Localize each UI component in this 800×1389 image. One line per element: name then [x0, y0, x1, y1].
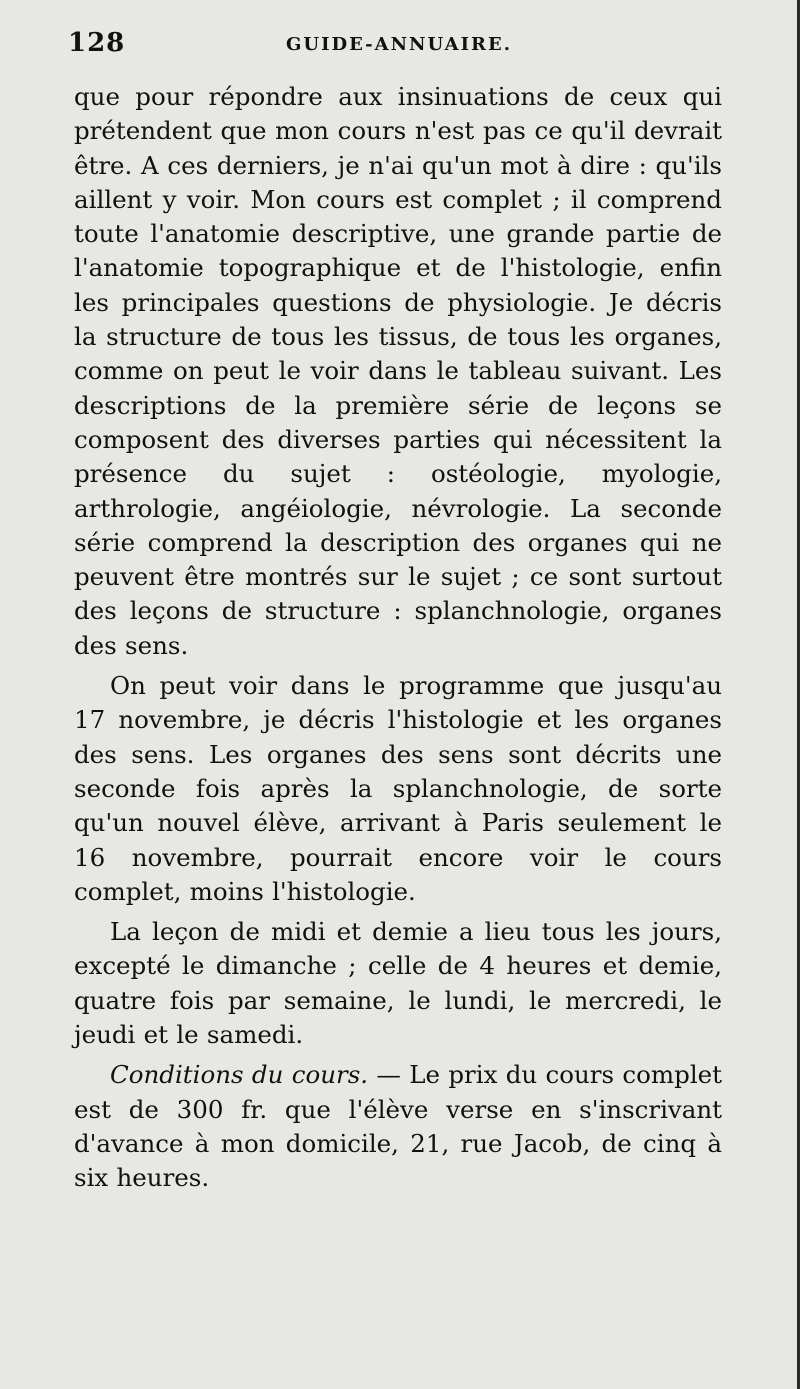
- paragraph-continuation: que pour répondre aux insinuations de ceux qui prétendent que mon cours n'est pas ce qu'il devrait être. A ces derniers, je n'ai qu'un mot à dire : qu'ils aillent y voir. Mon cours est complet ; il comprend toute l'anatomie descriptive, une grande partie de l'anatomie topographique et de l'histologie, enfin les principales questions de physiologie. Je décris la structure de tous les tissus, de tous les organes, comme on peut le voir dans le tableau suivant. Les descriptions de la première série de leçons se composent des diverses parties qui nécessitent la présence du sujet : ostéologie, myologie, arthrologie, angéiologie, névrologie. La seconde série comprend la description des organes qui ne peuvent être montrés sur le sujet ; ce sont surtout des leçons de structure : splanchnologie, organes des sens.: [74, 82, 722, 660]
- page-header: [68, 28, 728, 68]
- paragraph-conditions: [74, 1058, 722, 1195]
- running-head: GUIDE-ANNUAIRE.: [286, 34, 512, 55]
- page-number: 128: [68, 28, 126, 58]
- paragraph-schedule: La leçon de midi et demie a lieu tous les jours, excepté le dimanche ; celle de 4 heures et demie, quatre fois par semaine, le lundi, le mercredi, le jeudi et le samedi.: [74, 917, 722, 1050]
- paragraph-programme: On peut voir dans le programme que jusqu'au 17 novembre, je décris l'histologie et les organes des sens. Les organes des sens sont décrits une seconde fois après la splanchnologie, de sorte qu'un nouvel élève, arrivant à Paris seulement le 16 novembre, pourrait encore voir le cours complet, moins l'histologie.: [74, 671, 722, 906]
- conditions-heading: Conditions du cours.: [110, 1060, 369, 1090]
- conditions-text: — Le prix du cours complet est de 300 fr. que l'élève verse en s'inscrivant d'avance à mon domicile, 21, rue Jacob, de cinq à six heures.: [74, 1060, 722, 1193]
- body-text: [74, 80, 722, 1196]
